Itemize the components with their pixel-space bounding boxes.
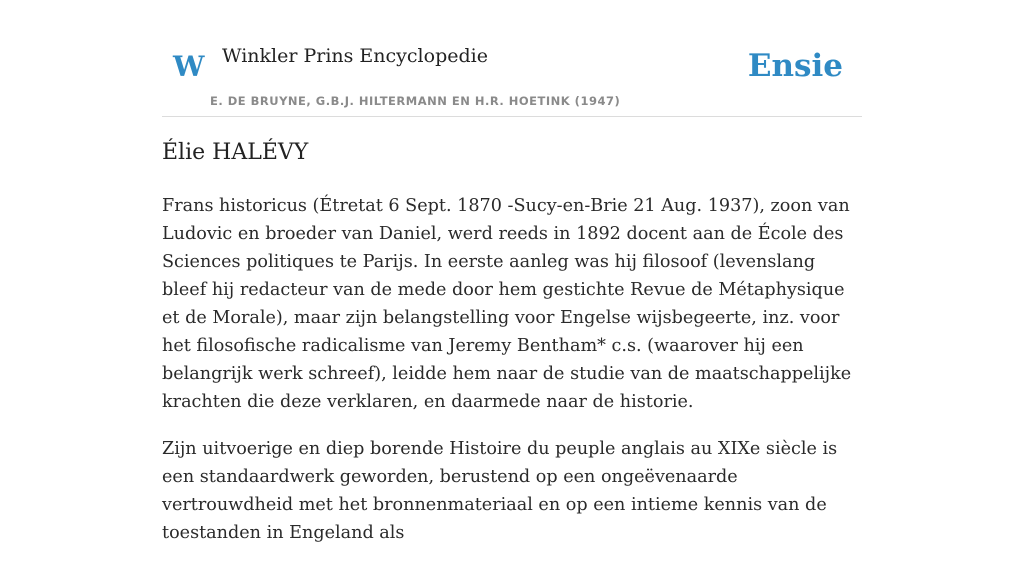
article-paragraph: Zijn uitvoerige en diep borende Histoire du peuple anglais au XIXe siècle is een standaardwerk geworden, berustend op een ongeëvenaarde vertrouwdheid met het bronnenmateriaal en op een intieme kennis van de toestanden in Engeland als (162, 439, 838, 543)
article-body (162, 192, 862, 566)
publication-authors: E. DE BRUYNE, G.B.J. HILTERMANN EN H.R. HOETINK (1947) (210, 94, 621, 108)
article-paragraph: Frans historicus (Étretat 6 Sept. 1870 -Sucy-en-Brie 21 Aug. 1937), zoon van Ludovic en broeder van Daniel, werd reeds in 1892 docent aan de École des Sciences politiques te Parijs. In eerste aanleg was hij filosoof (levenslang bleef hij redacteur van de mede door hem gestichte Revue de Métaphysique et de Morale), maar zijn belangstelling voor Engelse wijsbegeerte, inz. voor het filosofische radicalisme van Jeremy Bentham* c.s. (waarover hij een belangrijk werk schreef), leidde hem naar de studie van de maatschappelijke krachten die deze verklaren, en daarmede naar de historie. (162, 196, 852, 412)
article-title: Élie HALÉVY (162, 140, 309, 165)
site-header (162, 0, 862, 117)
publication-title[interactable]: Winkler Prins Encyclopedie (222, 45, 488, 67)
ensie-brand-logo[interactable]: Ensie (747, 48, 843, 84)
winkler-prins-logo[interactable]: W (173, 50, 205, 83)
